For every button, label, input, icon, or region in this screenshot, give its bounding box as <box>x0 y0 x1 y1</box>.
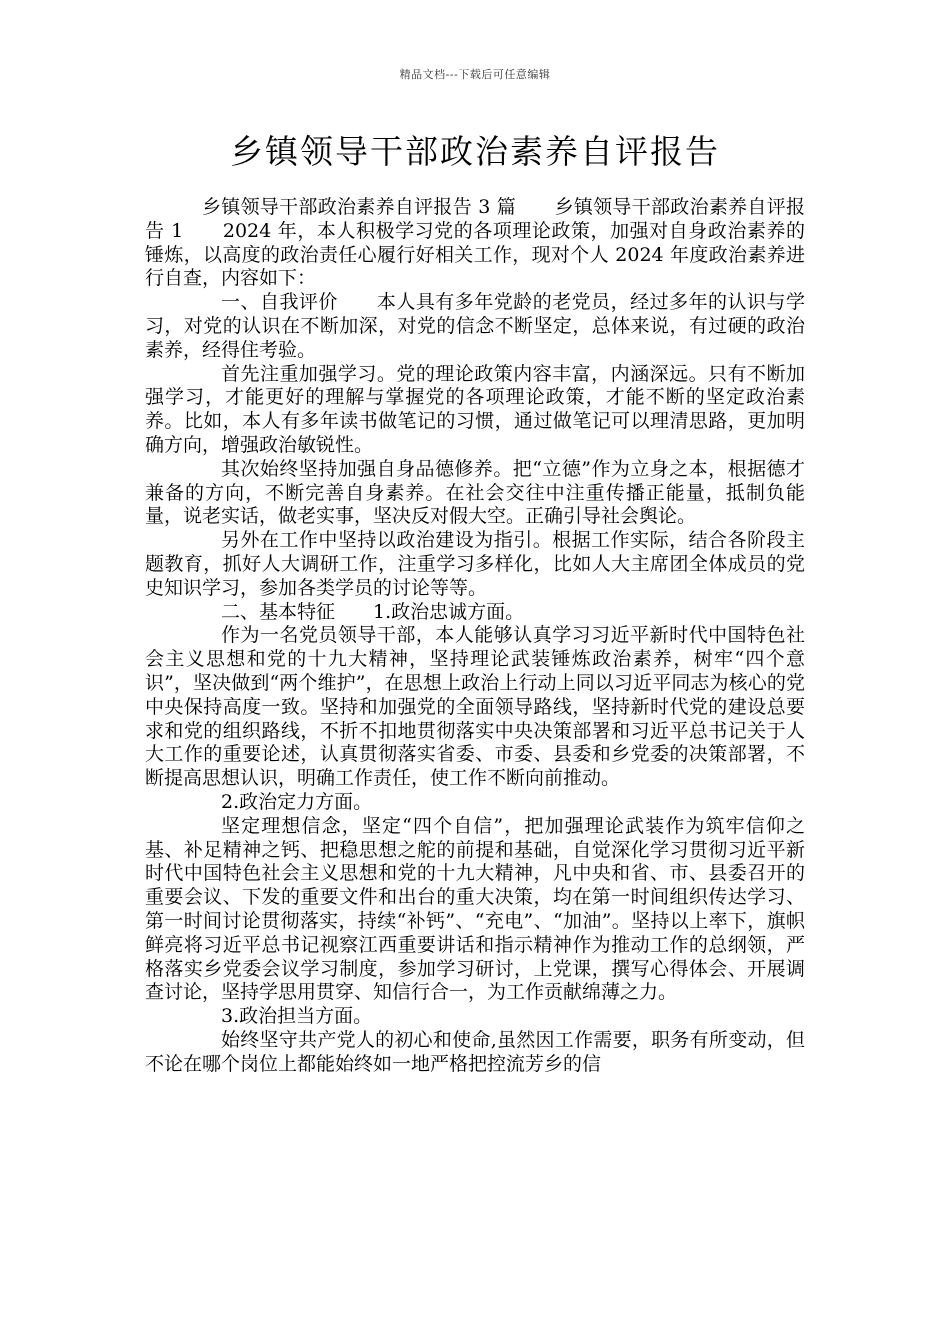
paragraph-morality: 其次始终坚持加强自身品德修养。把“立德”作为立身之本，根据德才兼备的方向，不断完善自身素养。在社会交往中注重传播正能量，抵制负能量，说老实话，做老实事，坚决反对假大空。正确引导社会舆论。 <box>145 457 805 528</box>
paragraph-political-resolve: 坚定理想信念，坚定“四个自信”，把加强理论武装作为筑牢信仰之基、补足精神之钙、把稳思想之舵的前提和基础，自觉深化学习贯彻习近平新时代中国特色社会主义思想和党的十九大精神，凡中央和省、市、县委召开的重要会议、下发的重要文件和出台的重大决策，均在第一时间组织传达学习、第一时间讨论贯彻落实，持续“补钙”、“充电”、“加油”。坚持以上率下，旗帜鲜亮将习近平总书记视察江西重要讲话和指示精神作为推动工作的总纲领，严格落实乡党委会议学习制度，参加学习研讨，上党课，撰写心得体会、开展调查讨论，坚持学思用贯穿、知信行合一，为工作贡献绵薄之力。 <box>145 814 805 1004</box>
paragraph-political-loyalty: 作为一名党员领导干部，本人能够认真学习习近平新时代中国特色社会主义思想和党的十九大精神，坚持理论武装锤炼政治素养，树牢“四个意识”，坚决做到“两个维护”，在思想上政治上行动上同以习近平同志为核心的党中央保持高度一致。坚持和加强党的全面领导路线，坚持新时代党的建设总要求和党的组织路线，不折不扣地贯彻落实中央决策部署和习近平总书记关于人大工作的重要论述，认真贯彻落实省委、市委、县委和乡党委的决策部署，不断提高思想认识，明确工作责任，使工作不断向前推动。 <box>145 624 805 790</box>
paragraph-intro: 乡镇领导干部政治素养自评报告 3 篇 乡镇领导干部政治素养自评报告 1 2024 年，本人积极学习党的各项理论政策，加强对自身政治素养的锤炼，以高度的政治责任心履行好相关工作，现对个人 2024 年度政治素养进行自查，内容如下： <box>145 196 805 290</box>
document-title: 乡镇领导干部政治素养自评报告 <box>230 132 720 171</box>
paragraph-political-responsibility: 始终坚守共产党人的初心和使命,虽然因工作需要，职务有所变动，但不论在哪个岗位上都能始终如一地严格把控流芳乡的信 <box>145 1028 805 1075</box>
paragraph-self-evaluation: 一、自我评价 本人具有多年党龄的老党员，经过多年的认识与学习，对党的认识在不断加深，对党的信念不断坚定，总体来说，有过硬的政治素养，经得住考验。 <box>145 291 805 361</box>
header-note: 精品文档---下载后可任意编辑 <box>399 68 551 81</box>
paragraph-political-resolve-heading: 2.政治定力方面。 <box>221 790 373 813</box>
paragraph-political-responsibility-heading: 3.政治担当方面。 <box>221 1005 373 1028</box>
document-body <box>145 196 805 1076</box>
paragraph-basic-features-heading: 二、基本特征 1.政治忠诚方面。 <box>221 600 525 623</box>
paragraph-political-building: 另外在工作中坚持以政治建设为指引。根据工作实际，结合各阶段主题教育，抓好人大调研工作，注重学习多样化，比如人大主席团全体成员的党史知识学习，参加各类学员的讨论等等。 <box>145 529 805 599</box>
paragraph-study: 首先注重加强学习。党的理论政策内容丰富，内涵深远。只有不断加强学习，才能更好的理解与掌握党的各项理论政策，才能不断的坚定政治素养。比如，本人有多年读书做笔记的习惯，通过做笔记可以理清思路，更加明确方向，增强政治敏锐性。 <box>145 362 805 456</box>
